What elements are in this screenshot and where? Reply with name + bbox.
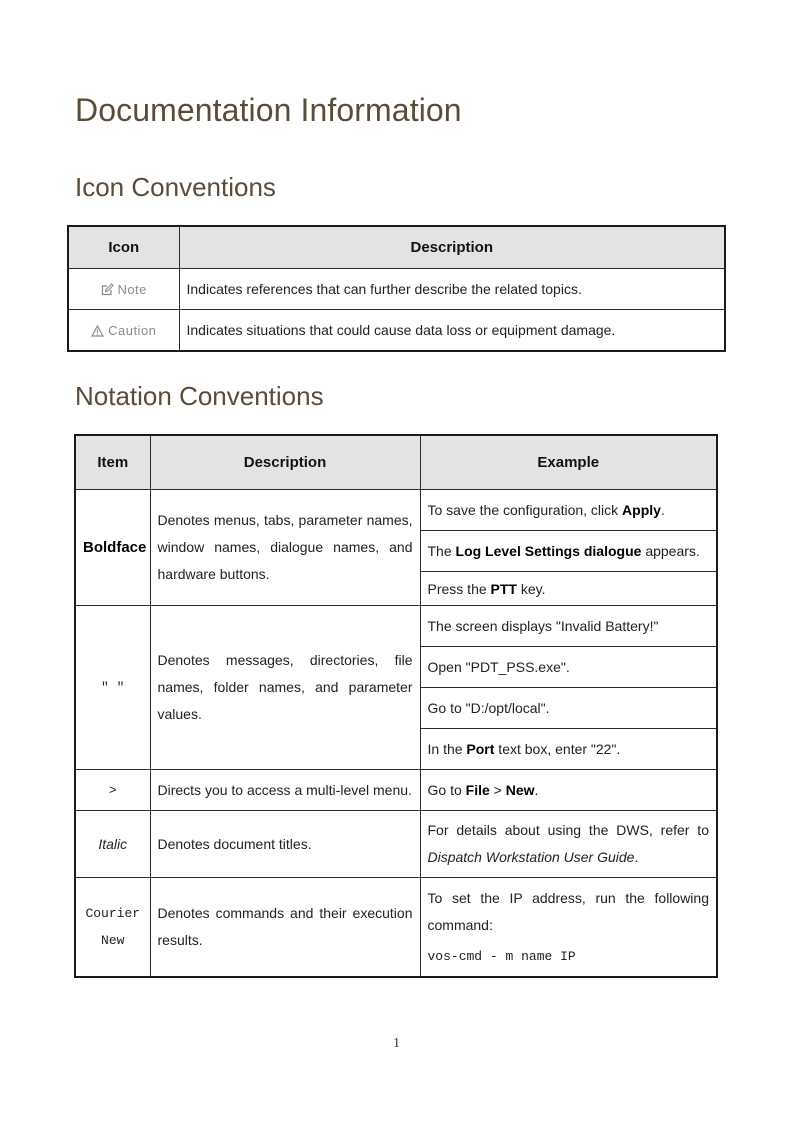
example-cell: To save the configuration, click Apply. [420,490,717,531]
example-cell: Press the PTT key. [420,572,717,606]
item-italic: Italic [75,811,150,878]
note-icon [101,283,114,296]
table-row [75,490,717,531]
notation-conventions-heading: Notation Conventions [75,381,324,411]
caution-description: Indicates situations that could cause data loss or equipment damage. [179,310,725,352]
desc-italic: Denotes document titles. [150,811,420,878]
table-row [75,811,717,878]
page-title: Documentation Information [75,92,462,128]
desc-arrow: Directs you to access a multi-level menu. [150,770,420,811]
example-cell: The screen displays "Invalid Battery!" [420,606,717,647]
courier-example-text: To set the IP address, run the following command: [427,889,709,933]
header-example: Example [420,435,717,490]
item-quotes: " " [75,606,150,770]
item-boldface: Boldface [75,490,150,606]
example-cell: The Log Level Settings dialogue appears. [420,531,717,572]
table-row [68,310,725,352]
table-header-row [75,435,717,490]
header-description: Description [150,435,420,490]
notation-conventions-table [74,434,718,978]
example-cell: For details about using the DWS, refer to Dispatch Workstation User Guide. [420,811,717,878]
header-item: Item [75,435,150,490]
caution-icon [91,325,104,337]
desc-boldface: Denotes menus, tabs, parameter names, window names, dialogue names, and hardware buttons. [150,490,420,606]
table-header-row [68,226,725,269]
header-description: Description [179,226,725,269]
desc-courier: Denotes commands and their execution results. [150,878,420,978]
item-arrow: > [75,770,150,811]
example-cell [420,878,717,978]
example-cell: Open "PDT_PSS.exe". [420,647,717,688]
icon-conventions-table [67,225,726,352]
table-row [75,878,717,978]
page-number: 1 [393,1036,400,1051]
table-row [75,770,717,811]
icon-conventions-heading: Icon Conventions [75,172,276,202]
header-icon: Icon [68,226,179,269]
command-example: vos-cmd - m name IP [427,948,576,964]
example-cell: Go to "D:/opt/local". [420,688,717,729]
caution-label: Caution [108,322,157,338]
example-cell: In the Port text box, enter "22". [420,729,717,770]
note-description: Indicates references that can further describe the related topics. [179,269,725,310]
desc-quotes: Denotes messages, directories, file names, folder names, and parameter values. [150,606,420,770]
example-cell: Go to File > New. [420,770,717,811]
note-cell [68,269,179,310]
item-courier: Courier New [75,878,150,978]
caution-cell [68,310,179,352]
table-row [75,606,717,647]
note-label: Note [117,281,147,297]
table-row [68,269,725,310]
